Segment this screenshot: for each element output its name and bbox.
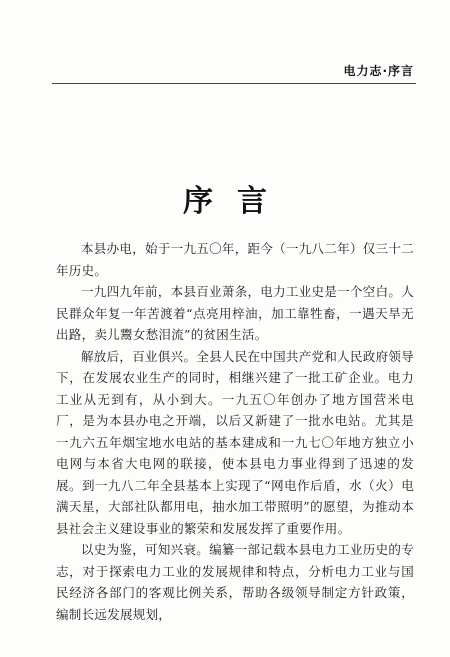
body-text xyxy=(56,238,414,625)
paragraph: 一九四九年前，本县百业萧条，电力工业史是一个空白。人民群众年复一年苦渡着“点亮用梓油，加工靠牲畜，一遇天旱无出路，卖儿鬻女愁泪流”的贫困生活。 xyxy=(56,284,414,342)
paragraph: 解放后，百业俱兴。全县人民在中国共产党和人民政府领导下，在发展农业生产的同时，相继兴建了一批工矿企业。电力工业从无到有，从小到大。一九五〇年创办了地方国营米电厂，是为本县办电之开端，以后又新建了一批水电站。尤其是一九六五年烟宝地水电站的基本建成和一九七〇年地方独立小电网与本省大电网的联接，使本县电力事业得到了迅速的发展。到一九八二年全县基本上实现了“网电作后盾，水（火）电满天星，大部社队都用电，抽水加工带照明”的愿望，为推动本县社会主义建设事业的繁荣和发展发挥了重要作用。 xyxy=(56,348,414,536)
paragraph: 以史为鉴，可知兴衰。编纂一部记载本县电力工业历史的专志，对于探索电力工业的发展规律和特点，分析电力工业与国民经济各部门的客观比例关系，帮助各级领导制定方针政策，编制长远发展规划， xyxy=(56,542,414,622)
header-rule xyxy=(52,83,416,84)
running-header: 电力志·序言 xyxy=(343,64,414,78)
paragraph: 本县办电，始于一九五〇年，距今（一九八二年）仅三十二年历史。 xyxy=(56,241,414,278)
page-title: 序言 xyxy=(183,184,291,219)
